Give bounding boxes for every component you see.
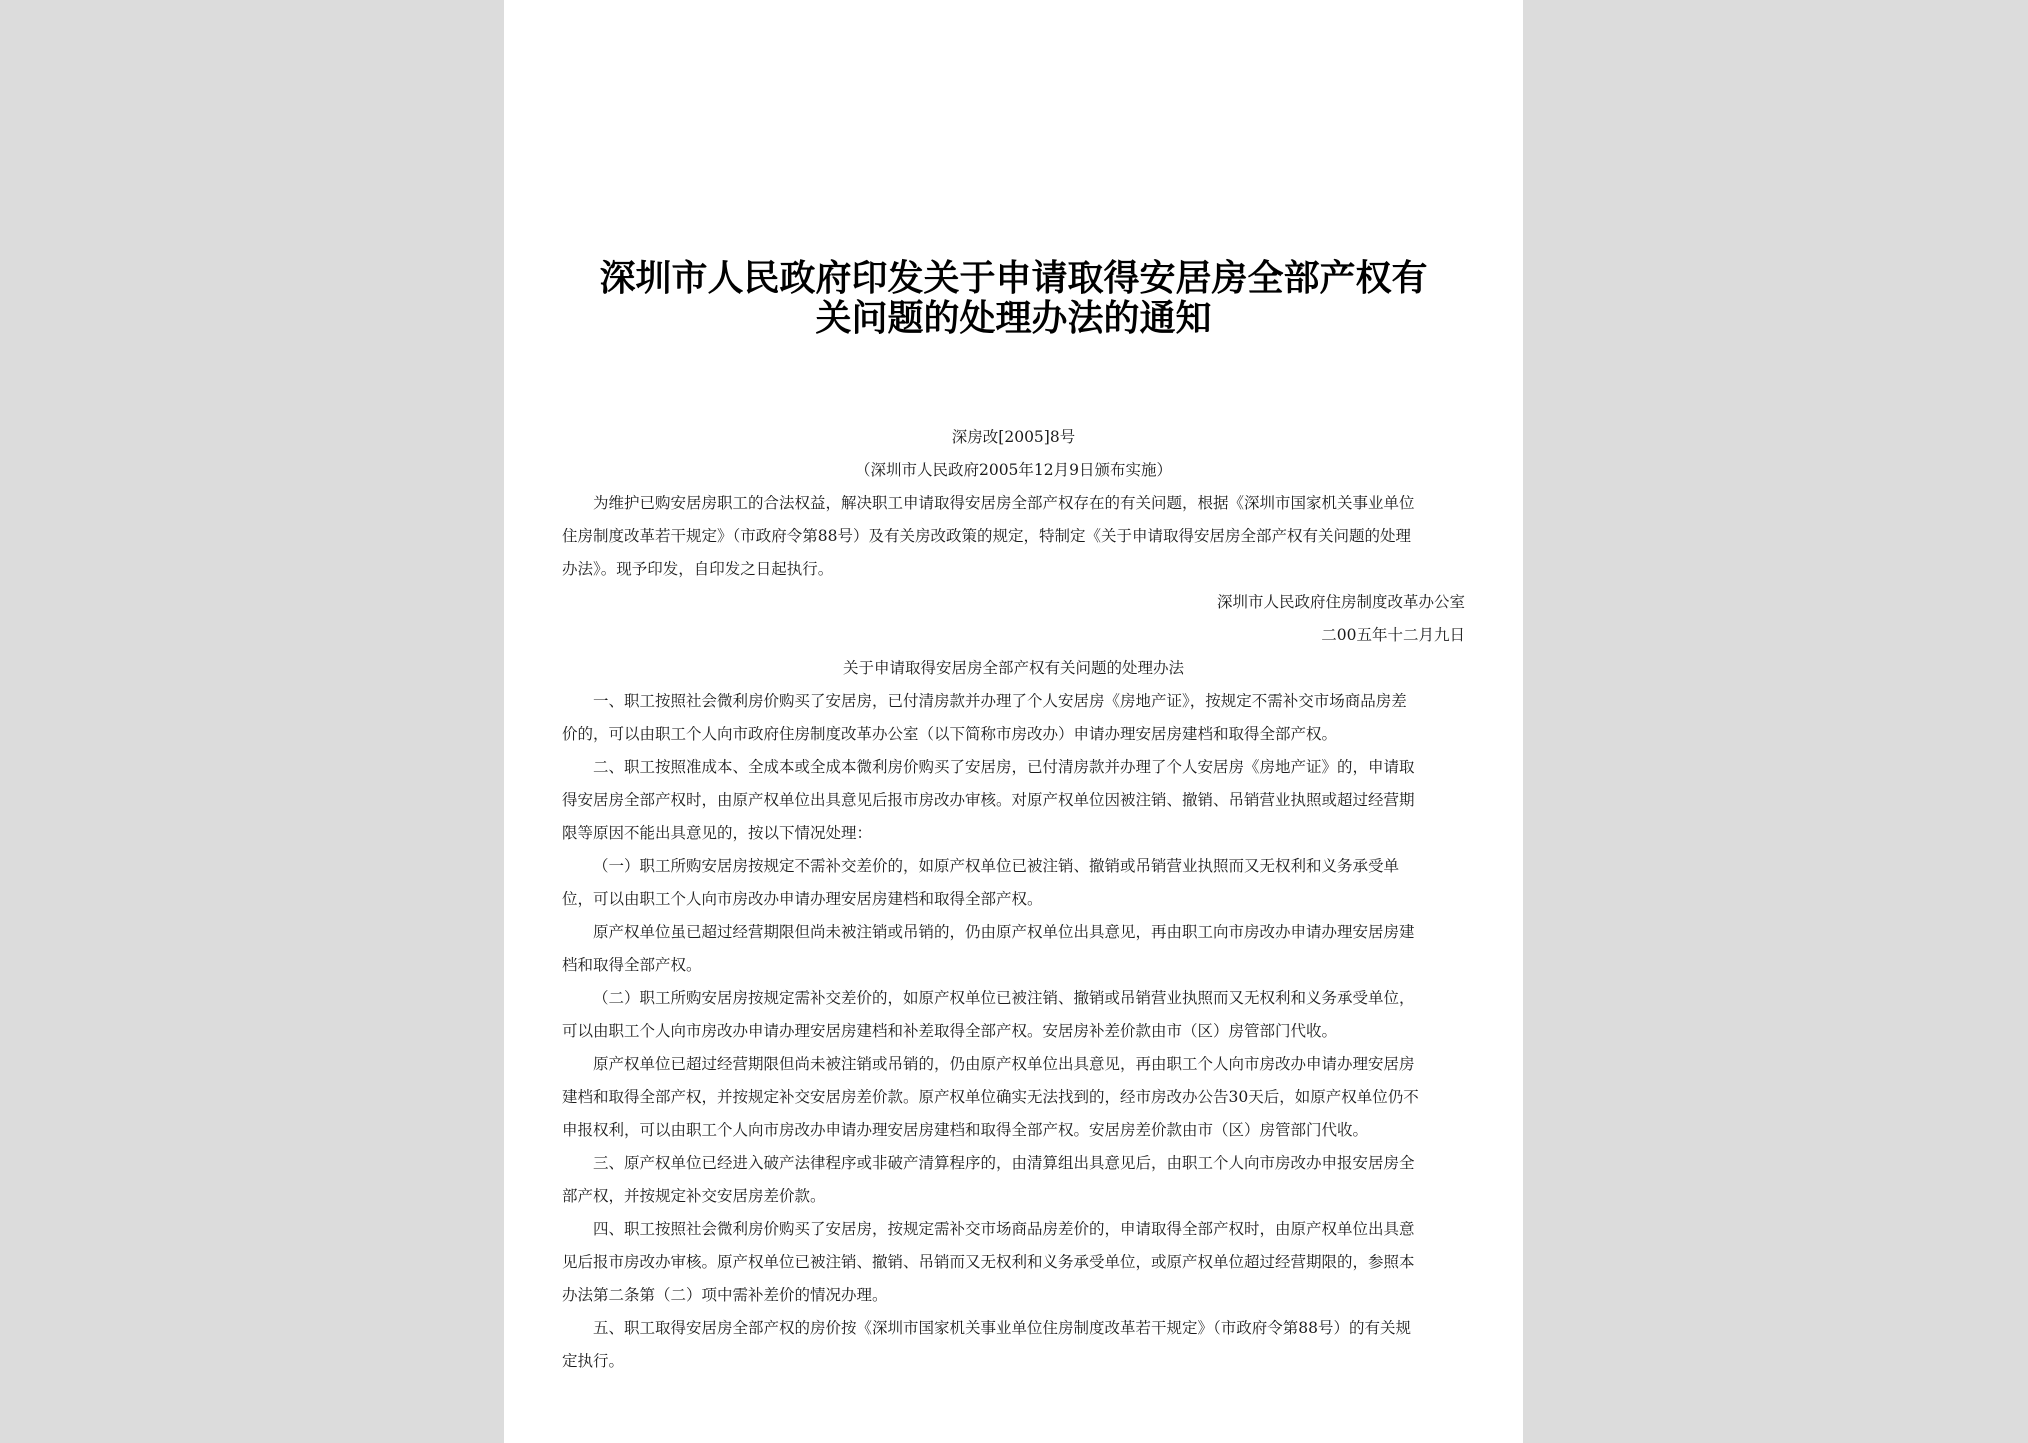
article-2-line-3: 限等原因不能出具意见的，按以下情况处理： [562,824,873,842]
issue-note: （深圳市人民政府2005年12月9日颁布实施） [854,461,1173,479]
document-number: 深房改[2005]8号 [951,428,1076,446]
document-body [562,421,1465,1378]
article-1-line-2: 价的，可以由职工个人向市政府住房制度改革办公室（以下简称市房改办）申请办理安居房建档和取得全部产权。 [562,725,1338,743]
article-4-line-2: 见后报市房改办审核。原产权单位已被注销、撤销、吊销而又无权利和义务承受单位，或原产权单位超过经营期限的，参照本 [562,1253,1415,1271]
article-1 [562,685,1465,751]
issue-date: 二00五年十二月九日 [1321,626,1465,644]
article-2-item-1-line-1: （一）职工所购安居房按规定不需补交差价的，如原产权单位已被注销、撤销或吊销营业执照而又无权利和义务承受单 [593,857,1400,875]
article-2-item-2-note-line-1: 原产权单位已超过经营期限但尚未被注销或吊销的，仍由原产权单位出具意见，再由职工个人向市房改办申请办理安居房 [593,1055,1415,1073]
article-2-item-1-note-line-1: 原产权单位虽已超过经营期限但尚未被注销或吊销的，仍由原产权单位出具意见，再由职工向市房改办申请办理安居房建 [593,923,1415,941]
article-5-line-2: 定执行。 [562,1352,625,1370]
document-title [562,258,1465,338]
article-2-item-1-line-2: 位，可以由职工个人向市房改办申请办理安居房建档和取得全部产权。 [562,890,1043,908]
article-4-line-1: 四、职工按照社会微利房价购买了安居房，按规定需补交市场商品房差价的，申请取得全部产权时，由原产权单位出具意 [593,1220,1415,1238]
article-1-line-1: 一、职工按照社会微利房价购买了安居房，已付清房款并办理了个人安居房《房地产证》，按规定不需补交市场商品房差 [593,692,1407,710]
article-4 [562,1213,1465,1312]
article-2-item-2 [562,982,1465,1048]
article-2-item-1-note-line-2: 档和取得全部产权。 [562,956,702,974]
subtitle: 关于申请取得安居房全部产权有关问题的处理办法 [842,659,1184,677]
article-2-item-2-note [562,1048,1465,1147]
article-2-item-2-line-2: 可以由职工个人向市房改办申请办理安居房建档和补差取得全部产权。安居房补差价款由市（区）房管部门代收。 [562,1022,1338,1040]
article-3-line-1: 三、原产权单位已经进入破产法律程序或非破产清算程序的，由清算组出具意见后，由职工个人向市房改办申报安居房全 [593,1154,1415,1172]
article-3 [562,1147,1465,1213]
intro-line-1: 为维护已购安居房职工的合法权益，解决职工申请取得安居房全部产权存在的有关问题，根据《深圳市国家机关事业单位 [593,494,1415,512]
article-2-line-2: 得安居房全部产权时，由原产权单位出具意见后报市房改办审核。对原产权单位因被注销、撤销、吊销营业执照或超过经营期 [562,791,1415,809]
document-page [504,0,1523,1443]
article-2-item-2-note-line-2: 建档和取得全部产权，并按规定补交安居房差价款。原产权单位确实无法找到的，经市房改办公告30天后，如原产权单位仍不 [562,1088,1419,1106]
article-2-item-1-note [562,916,1465,982]
title-line-2: 关问题的处理办法的通知 [815,297,1212,339]
article-5-line-1: 五、职工取得安居房全部产权的房价按《深圳市国家机关事业单位住房制度改革若干规定》（市政府令第88号）的有关规 [593,1319,1411,1337]
article-2-item-1 [562,850,1465,916]
article-2 [562,751,1465,850]
article-5 [562,1312,1465,1378]
article-4-line-3: 办法第二条第（二）项中需补差价的情况办理。 [562,1286,888,1304]
intro-line-2: 住房制度改革若干规定》（市政府令第88号）及有关房改政策的规定，特制定《关于申请取得安居房全部产权有关问题的处理 [562,527,1411,545]
article-2-line-1: 二、职工按照准成本、全成本或全成本微利房价购买了安居房，已付清房款并办理了个人安居房《房地产证》的，申请取 [593,758,1415,776]
intro-paragraph [562,487,1465,586]
title-line-1: 深圳市人民政府印发关于申请取得安居房全部产权有 [599,257,1428,299]
article-3-line-2: 部产权，并按规定补交安居房差价款。 [562,1187,826,1205]
article-2-item-2-line-1: （二）职工所购安居房按规定需补交差价的，如原产权单位已被注销、撤销或吊销营业执照而又无权利和义务承受单位， [593,989,1415,1007]
issuer: 深圳市人民政府住房制度改革办公室 [1216,593,1465,611]
article-2-item-2-note-line-3: 申报权利，可以由职工个人向市房改办申请办理安居房建档和取得全部产权。安居房差价款由市（区）房管部门代收。 [562,1121,1369,1139]
intro-line-3: 办法》。现予印发，自印发之日起执行。 [562,560,834,578]
